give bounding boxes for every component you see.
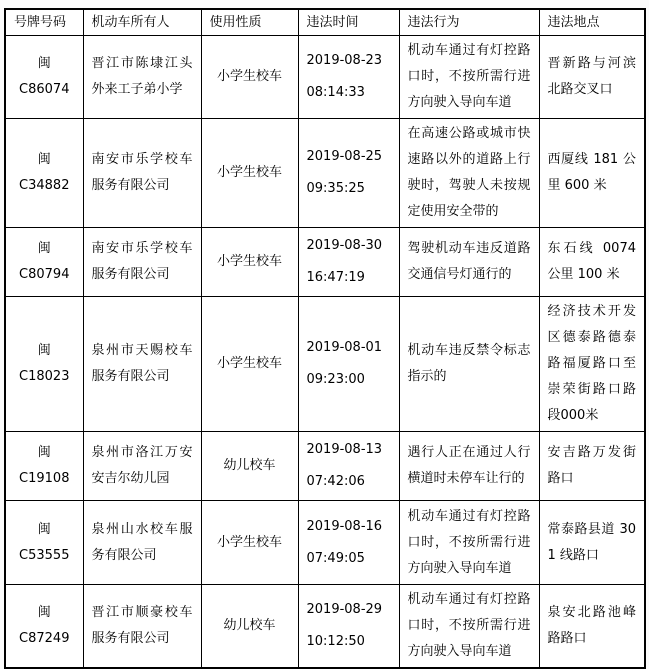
violation-clock: 10:12:50: [306, 634, 365, 649]
table-row: [5, 501, 645, 585]
violation-location-cell: 安吉路万发街路口: [539, 432, 645, 501]
header-violation-behavior: 违法行为: [399, 9, 539, 36]
violation-date: 2019-08-01: [306, 340, 383, 355]
violation-clock: 07:49:05: [306, 550, 365, 566]
header-vehicle-owner: 机动车所有人: [83, 9, 201, 36]
header-violation-location: 违法地点: [539, 9, 645, 36]
violation-time-cell: [298, 297, 399, 432]
usage-nature-cell: 小学生校车: [201, 228, 298, 297]
violation-date: 2019-08-30: [306, 238, 383, 253]
vehicle-owner-cell: 泉州市洛江万安安吉尔幼儿园: [83, 432, 201, 501]
violation-date: 2019-08-25: [306, 149, 383, 164]
violation-behavior-cell: 驾驶机动车违反道路交通信号灯通行的: [399, 228, 539, 297]
header-row: [5, 9, 645, 36]
header-plate-number: 号牌号码: [5, 9, 83, 36]
violation-date: 2019-08-29: [306, 602, 383, 617]
violation-clock: 08:14:33: [306, 85, 365, 100]
violation-behavior-cell: 机动车通过有灯控路口时，不按所需行进方向驶入导向车道: [399, 501, 539, 585]
violation-clock: 09:23:00: [306, 372, 365, 387]
violation-date: 2019-08-23: [306, 53, 383, 68]
violation-behavior-cell: 机动车违反禁令标志指示的: [399, 297, 539, 432]
vehicle-owner-cell: 南安市乐学校车服务有限公司: [83, 228, 201, 297]
violation-time-cell: [298, 119, 399, 228]
violation-location-cell: 常泰路县道 301 线路口: [539, 501, 645, 585]
plate-number-cell: 闽C53555: [5, 501, 83, 585]
violation-table: [4, 8, 646, 669]
violation-location-cell: 泉安北路池峰路路口: [539, 585, 645, 669]
violation-location-cell: 东石线 0074 公里 100 米: [539, 228, 645, 297]
violation-location-cell: 经济技术开发区德泰路德泰路福厦路口至崇荣街路口路段000米: [539, 297, 645, 432]
violation-clock: 16:47:19: [306, 270, 365, 285]
violation-behavior-cell: 机动车通过有灯控路口时，不按所需行进方向驶入导向车道: [399, 36, 539, 119]
violation-behavior-cell: 遇行人正在通过人行横道时未停车让行的: [399, 432, 539, 501]
header-usage-nature: 使用性质: [201, 9, 298, 36]
vehicle-owner-cell: 晋江市陈埭江头外来工子弟小学: [83, 36, 201, 119]
usage-nature-cell: 小学生校车: [201, 36, 298, 119]
vehicle-owner-cell: 泉州市天赐校车服务有限公司: [83, 297, 201, 432]
table-row: [5, 297, 645, 432]
plate-number-cell: 闽C87249: [5, 585, 83, 669]
violation-clock: 07:42:06: [306, 474, 365, 489]
vehicle-owner-cell: 南安市乐学校车服务有限公司: [83, 119, 201, 228]
violation-location-cell: 晋新路与河滨北路交叉口: [539, 36, 645, 119]
usage-nature-cell: 小学生校车: [201, 119, 298, 228]
vehicle-owner-cell: 晋江市顺豪校车服务有限公司: [83, 585, 201, 669]
table-row: [5, 432, 645, 501]
plate-number-cell: 闽C18023: [5, 297, 83, 432]
violation-date: 2019-08-13: [306, 442, 383, 457]
violation-time-cell: [298, 228, 399, 297]
table-row: [5, 228, 645, 297]
usage-nature-cell: 幼儿校车: [201, 432, 298, 501]
violation-date: 2019-08-16: [306, 518, 383, 534]
table-row: [5, 119, 645, 228]
plate-number-cell: 闽C80794: [5, 228, 83, 297]
plate-number-cell: 闽C86074: [5, 36, 83, 119]
violation-location-cell: 西厦线 181 公里 600 米: [539, 119, 645, 228]
table-row: [5, 585, 645, 669]
violation-clock: 09:35:25: [306, 181, 365, 196]
usage-nature-cell: 幼儿校车: [201, 585, 298, 669]
violation-behavior-cell: 在高速公路或城市快速路以外的道路上行驶时，驾驶人未按规定使用安全带的: [399, 119, 539, 228]
plate-number-cell: 闽C34882: [5, 119, 83, 228]
violation-time-cell: [298, 36, 399, 119]
usage-nature-cell: 小学生校车: [201, 297, 298, 432]
usage-nature-cell: 小学生校车: [201, 501, 298, 585]
header-violation-time: 违法时间: [298, 9, 399, 36]
plate-number-cell: 闽C19108: [5, 432, 83, 501]
violation-time-cell: [298, 501, 399, 585]
vehicle-owner-cell: 泉州山水校车服务有限公司: [83, 501, 201, 585]
violation-behavior-cell: 机动车通过有灯控路口时，不按所需行进方向驶入导向车道: [399, 585, 539, 669]
violation-time-cell: [298, 432, 399, 501]
violation-time-cell: [298, 585, 399, 669]
table-row: [5, 36, 645, 119]
